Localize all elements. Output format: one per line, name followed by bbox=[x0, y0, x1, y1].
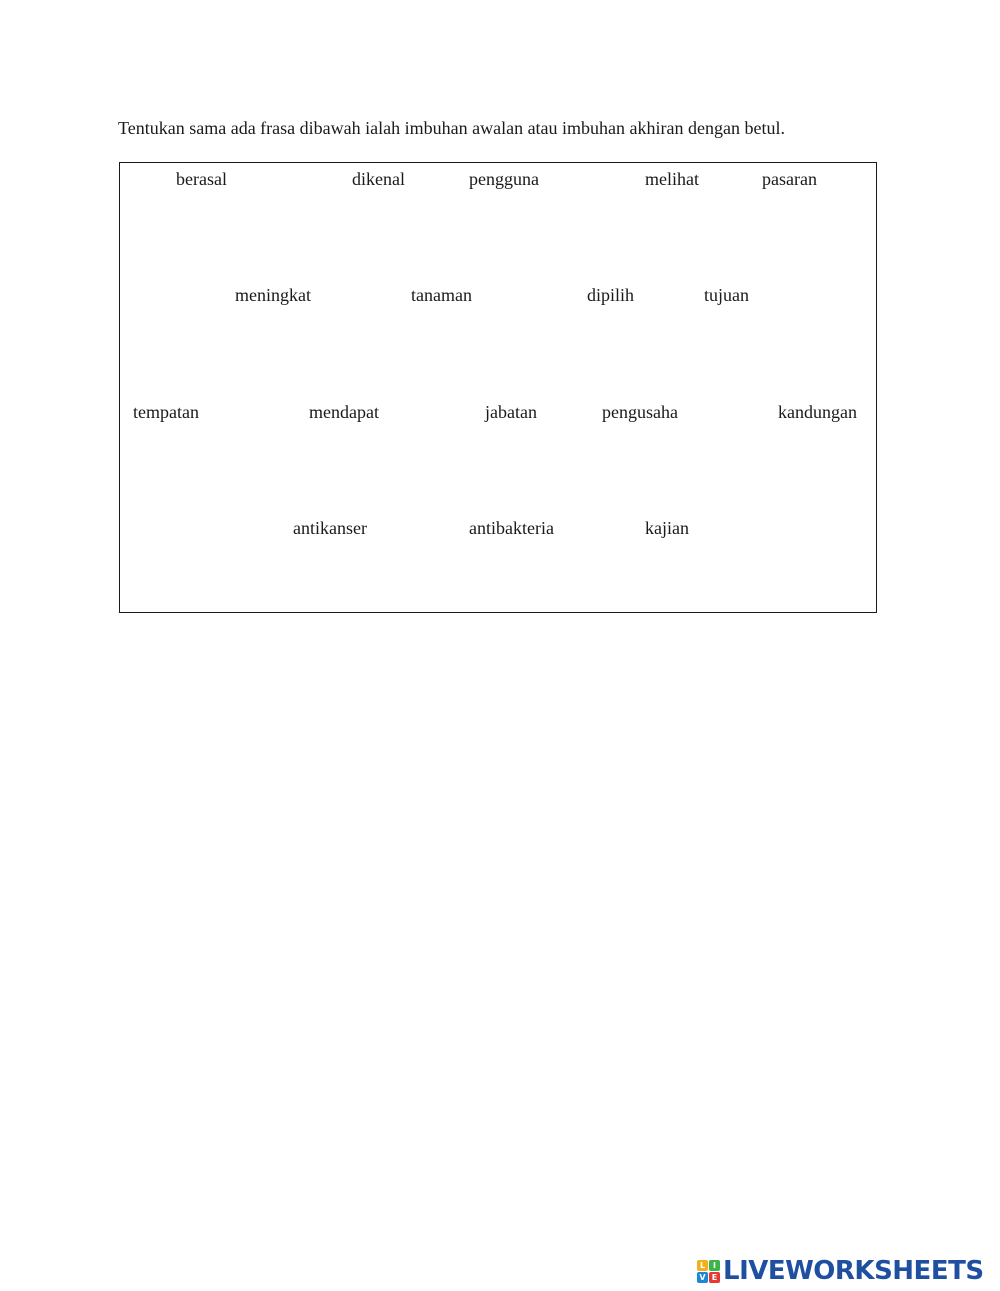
word-item[interactable]: pengguna bbox=[469, 169, 539, 189]
liveworksheets-logo-icon bbox=[697, 1260, 720, 1283]
word-item[interactable]: berasal bbox=[176, 169, 227, 189]
word-item[interactable]: tempatan bbox=[133, 402, 199, 422]
word-item[interactable]: pengusaha bbox=[602, 402, 678, 422]
word-item[interactable]: tanaman bbox=[411, 285, 472, 305]
word-item[interactable]: melihat bbox=[645, 169, 699, 189]
word-item[interactable]: dikenal bbox=[352, 169, 405, 189]
logo-letter: L bbox=[697, 1260, 708, 1271]
word-item[interactable]: mendapat bbox=[309, 402, 379, 422]
word-item[interactable]: dipilih bbox=[587, 285, 635, 305]
word-item[interactable]: pasaran bbox=[762, 169, 817, 189]
logo-letter: I bbox=[709, 1260, 720, 1271]
logo-letter: V bbox=[697, 1272, 708, 1283]
brand-name: LIVEWORKSHEETS bbox=[723, 1256, 984, 1286]
word-item[interactable]: kajian bbox=[645, 518, 689, 538]
word-item[interactable]: jabatan bbox=[485, 402, 537, 422]
word-item[interactable]: antikanser bbox=[293, 518, 367, 538]
word-item[interactable]: kandungan bbox=[778, 402, 857, 422]
liveworksheets-brand bbox=[697, 1256, 984, 1286]
word-item[interactable]: antibakteria bbox=[469, 518, 554, 538]
word-item[interactable]: meningkat bbox=[235, 285, 311, 305]
logo-letter: E bbox=[709, 1272, 720, 1283]
instruction-text: Tentukan sama ada frasa dibawah ialah imbuhan awalan atau imbuhan akhiran dengan betul. bbox=[118, 118, 785, 138]
word-bank-box bbox=[119, 162, 877, 613]
word-item[interactable]: tujuan bbox=[704, 285, 749, 305]
